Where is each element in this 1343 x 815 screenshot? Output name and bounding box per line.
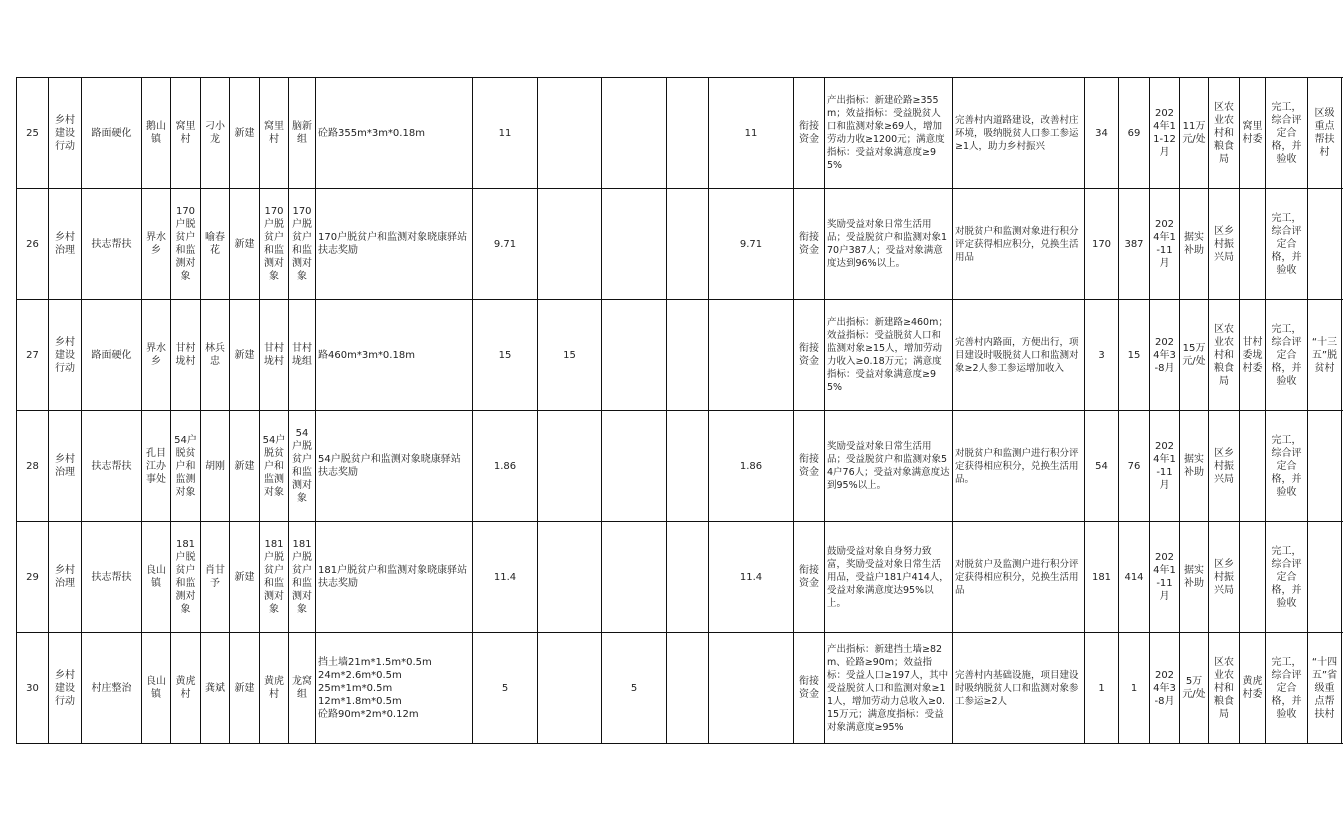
project-category: 乡村治理	[49, 189, 82, 300]
location-group: 龙窝组	[289, 633, 316, 744]
project-category: 乡村建设行动	[49, 300, 82, 411]
project-subcategory: 扶志帮扶	[82, 411, 142, 522]
location-village: 54户脱贫户和监测对象	[260, 411, 289, 522]
beneficiary-people: 69	[1119, 78, 1150, 189]
row-number: 27	[17, 300, 49, 411]
table-row	[17, 300, 1343, 411]
beneficiary-households: 1	[1085, 633, 1119, 744]
fund-column-1	[538, 189, 602, 300]
construction-content: 181户脱贫户和监测对象晓康驿站扶志奖励	[316, 522, 473, 633]
fund-column-2	[602, 300, 667, 411]
responsible-person: 龚斌	[201, 633, 230, 744]
remark: “十三五”脱贫村	[1308, 300, 1342, 411]
construction-content: 挡土墙21m*1.5m*0.5m 24m*2.6m*0.5m 25m*1m*0.5m 12m*1.8m*0.5m 砼路90m*2m*0.12m	[316, 633, 473, 744]
beneficiary-households: 54	[1085, 411, 1119, 522]
implementation-period: 2024年1-11月	[1150, 522, 1180, 633]
construction-nature: 新建	[230, 300, 260, 411]
acceptance-standard: 完工，综合评定合格，并验收	[1266, 633, 1308, 744]
construction-content: 砼路355m*3m*0.18m	[316, 78, 473, 189]
fund-type: 衔接资金	[794, 633, 825, 744]
row-number: 28	[17, 411, 49, 522]
acceptance-standard: 完工，综合评定合格，并验收	[1266, 300, 1308, 411]
remark	[1308, 522, 1342, 633]
responsible-department: 区农业农村和粮食局	[1209, 300, 1240, 411]
remark: “十四五”省级重点帮扶村	[1308, 633, 1342, 744]
row-number: 29	[17, 522, 49, 633]
location-village: 黄虎村	[260, 633, 289, 744]
responsible-person: 胡刚	[201, 411, 230, 522]
fund-column-3	[667, 300, 709, 411]
location-village: 甘村垅村	[260, 300, 289, 411]
town: 界水乡	[142, 300, 171, 411]
row-number: 25	[17, 78, 49, 189]
total-investment: 11	[473, 78, 538, 189]
subsidy-standard: 据实补助	[1180, 189, 1209, 300]
fund-column-1	[538, 633, 602, 744]
total-investment: 15	[473, 300, 538, 411]
village: 170户脱贫户和监测对象	[171, 189, 201, 300]
implementing-unit	[1240, 411, 1266, 522]
fund-column-1	[538, 78, 602, 189]
acceptance-standard: 完工，综合评定合格，并验收	[1266, 189, 1308, 300]
responsible-department: 区农业农村和粮食局	[1209, 78, 1240, 189]
performance-indicators: 产出指标：新建挡土墙≥82m、砼路≥90m；效益指标：受益人口≥197人，其中受益脱贫人口和监测对象≥11人，增加劳动力总收入≥0.15万元；满意度指标：受益对象满意度≥95%	[825, 633, 953, 744]
fund-column-2	[602, 78, 667, 189]
fund-column-3	[667, 189, 709, 300]
beneficiary-households: 170	[1085, 189, 1119, 300]
location-group: 甘村垅组	[289, 300, 316, 411]
location-village: 窝里村	[260, 78, 289, 189]
fund-type: 衔接资金	[794, 189, 825, 300]
benefit-mechanism: 完善村内道路建设，改善村庄环境，吸纳脱贫人口参工参运≥1人，助力乡村振兴	[953, 78, 1085, 189]
project-category: 乡村建设行动	[49, 633, 82, 744]
acceptance-standard: 完工，综合评定合格，并验收	[1266, 522, 1308, 633]
subsidy-standard: 据实补助	[1180, 411, 1209, 522]
fund-column-4	[709, 633, 794, 744]
fund-column-3	[667, 633, 709, 744]
fund-column-1	[538, 411, 602, 522]
project-subcategory: 扶志帮扶	[82, 522, 142, 633]
fund-column-2: 5	[602, 633, 667, 744]
beneficiary-people: 15	[1119, 300, 1150, 411]
construction-nature: 新建	[230, 78, 260, 189]
beneficiary-people: 1	[1119, 633, 1150, 744]
fund-column-2	[602, 522, 667, 633]
fund-column-3	[667, 522, 709, 633]
location-group: 181户脱贫户和监测对象	[289, 522, 316, 633]
fund-column-4: 9.71	[709, 189, 794, 300]
responsible-department: 区乡村振兴局	[1209, 189, 1240, 300]
performance-indicators: 产出指标：新建路≥460m；效益指标：受益脱贫人口和监测对象≥15人，增加劳动力收入≥0.18万元；满意度指标：受益对象满意度≥95%	[825, 300, 953, 411]
total-investment: 11.4	[473, 522, 538, 633]
total-investment: 1.86	[473, 411, 538, 522]
implementing-unit	[1240, 189, 1266, 300]
implementing-unit: 黄虎村委	[1240, 633, 1266, 744]
total-investment: 9.71	[473, 189, 538, 300]
beneficiary-households: 34	[1085, 78, 1119, 189]
location-village: 170户脱贫户和监测对象	[260, 189, 289, 300]
benefit-mechanism: 对脱贫户和监测对象进行积分评定获得相应积分，兑换生活用品	[953, 189, 1085, 300]
implementing-unit	[1240, 522, 1266, 633]
table-row	[17, 411, 1343, 522]
fund-column-4: 11	[709, 78, 794, 189]
remark	[1308, 411, 1342, 522]
project-table	[16, 77, 1343, 744]
beneficiary-people: 76	[1119, 411, 1150, 522]
benefit-mechanism: 完善村内基础设施，项目建设时吸纳脱贫人口和监测对象参工参运≥2人	[953, 633, 1085, 744]
project-subcategory: 路面硬化	[82, 300, 142, 411]
project-subcategory: 村庄整治	[82, 633, 142, 744]
fund-column-1	[538, 522, 602, 633]
village: 甘村垅村	[171, 300, 201, 411]
town: 孔目江办事处	[142, 411, 171, 522]
construction-content: 54户脱贫户和监测对象晓康驿站扶志奖励	[316, 411, 473, 522]
total-investment: 5	[473, 633, 538, 744]
construction-nature: 新建	[230, 411, 260, 522]
table-body	[17, 78, 1343, 744]
beneficiary-households: 181	[1085, 522, 1119, 633]
benefit-mechanism: 完善村内路面，方便出行，项目建设时吸脱贫人口和监测对象≥2人参工参运增加收入	[953, 300, 1085, 411]
village: 54户脱贫户和监测对象	[171, 411, 201, 522]
subsidy-standard: 据实补助	[1180, 522, 1209, 633]
fund-type: 衔接资金	[794, 300, 825, 411]
fund-column-3	[667, 78, 709, 189]
location-group: 54户脱贫户和监测对象	[289, 411, 316, 522]
project-category: 乡村治理	[49, 522, 82, 633]
construction-nature: 新建	[230, 189, 260, 300]
location-group: 170户脱贫户和监测对象	[289, 189, 316, 300]
beneficiary-households: 3	[1085, 300, 1119, 411]
implementation-period: 2024年3-8月	[1150, 633, 1180, 744]
project-subcategory: 路面硬化	[82, 78, 142, 189]
table-row	[17, 189, 1343, 300]
table-row	[17, 78, 1343, 189]
construction-nature: 新建	[230, 633, 260, 744]
village: 窝里村	[171, 78, 201, 189]
responsible-person: 林兵忠	[201, 300, 230, 411]
fund-column-4	[709, 300, 794, 411]
fund-column-4: 11.4	[709, 522, 794, 633]
construction-content: 路460m*3m*0.18m	[316, 300, 473, 411]
subsidy-standard: 15万元/处	[1180, 300, 1209, 411]
benefit-mechanism: 对脱贫户和监测户进行积分评定获得相应积分，兑换生活用品。	[953, 411, 1085, 522]
village: 黄虎村	[171, 633, 201, 744]
implementation-period: 2024年3-8月	[1150, 300, 1180, 411]
town: 鹅山镇	[142, 78, 171, 189]
fund-column-3	[667, 411, 709, 522]
performance-indicators: 产出指标：新建砼路≥355m；效益指标：受益脱贫人口和监测对象≥69人，增加劳动力收≥1200元；满意度指标：受益对象满意度≥95%	[825, 78, 953, 189]
town: 良山镇	[142, 633, 171, 744]
fund-type: 衔接资金	[794, 78, 825, 189]
table-row	[17, 633, 1343, 744]
fund-column-2	[602, 189, 667, 300]
benefit-mechanism: 对脱贫户及监测户进行积分评定获得相应积分，兑换生活用品	[953, 522, 1085, 633]
remark: 区级重点帮扶村	[1308, 78, 1342, 189]
performance-indicators: 奖励受益对象日常生活用品；受益脱贫户和监测对象54户76人；受益对象满意度达到95%以上。	[825, 411, 953, 522]
responsible-person: 刁小龙	[201, 78, 230, 189]
implementing-unit: 甘村委垅村委	[1240, 300, 1266, 411]
implementation-period: 2024年11-12月	[1150, 78, 1180, 189]
responsible-person: 肖甘予	[201, 522, 230, 633]
implementation-period: 2024年1-11月	[1150, 189, 1180, 300]
beneficiary-people: 387	[1119, 189, 1150, 300]
town: 良山镇	[142, 522, 171, 633]
row-number: 30	[17, 633, 49, 744]
village: 181户脱贫户和监测对象	[171, 522, 201, 633]
acceptance-standard: 完工，综合评定合格，并验收	[1266, 411, 1308, 522]
fund-column-2	[602, 411, 667, 522]
responsible-department: 区乡村振兴局	[1209, 522, 1240, 633]
acceptance-standard: 完工，综合评定合格，并验收	[1266, 78, 1308, 189]
beneficiary-people: 414	[1119, 522, 1150, 633]
remark	[1308, 189, 1342, 300]
location-group: 脑新组	[289, 78, 316, 189]
table-row	[17, 522, 1343, 633]
subsidy-standard: 11万元/处	[1180, 78, 1209, 189]
construction-nature: 新建	[230, 522, 260, 633]
responsible-person: 喻春花	[201, 189, 230, 300]
implementation-period: 2024年1-11月	[1150, 411, 1180, 522]
performance-indicators: 奖励受益对象日常生活用品；受益脱贫户和监测对象170户387人；受益对象满意度达到96%以上。	[825, 189, 953, 300]
subsidy-standard: 5万元/处	[1180, 633, 1209, 744]
project-category: 乡村建设行动	[49, 78, 82, 189]
responsible-department: 区乡村振兴局	[1209, 411, 1240, 522]
location-village: 181户脱贫户和监测对象	[260, 522, 289, 633]
implementing-unit: 窝里村委	[1240, 78, 1266, 189]
fund-type: 衔接资金	[794, 522, 825, 633]
responsible-department: 区农业农村和粮食局	[1209, 633, 1240, 744]
fund-column-4: 1.86	[709, 411, 794, 522]
row-number: 26	[17, 189, 49, 300]
fund-column-1: 15	[538, 300, 602, 411]
construction-content: 170户脱贫户和监测对象晓康驿站扶志奖励	[316, 189, 473, 300]
town: 界水乡	[142, 189, 171, 300]
project-category: 乡村治理	[49, 411, 82, 522]
project-subcategory: 扶志帮扶	[82, 189, 142, 300]
fund-type: 衔接资金	[794, 411, 825, 522]
performance-indicators: 鼓励受益对象自身努力致富，奖励受益对象日常生活用品，受益户181户414人，受益对象满意度达95%以上。	[825, 522, 953, 633]
